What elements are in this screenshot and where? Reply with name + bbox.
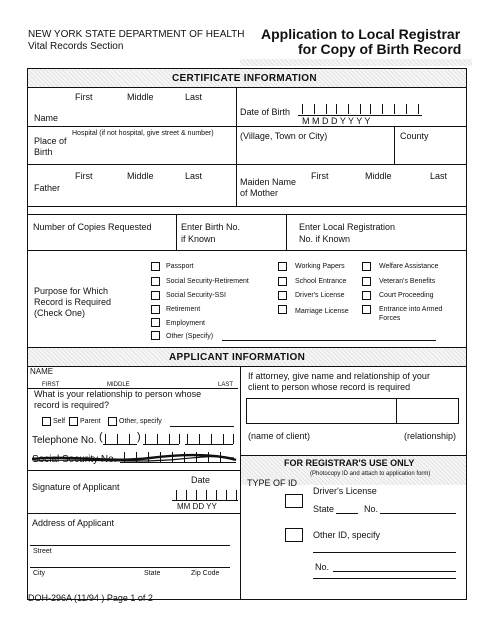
father-middle-label: Middle bbox=[127, 171, 154, 181]
other-relationship-label: Other, specify bbox=[119, 418, 162, 425]
school-entrance-label: School Entrance bbox=[295, 278, 347, 285]
purpose-label-3: (Check One) bbox=[34, 308, 86, 318]
header-band bbox=[240, 59, 472, 66]
parent-checkbox[interactable] bbox=[69, 417, 78, 426]
maiden-name-label: Maiden Name bbox=[240, 177, 297, 187]
local-reg-label: Enter Local Registration bbox=[299, 222, 396, 232]
telephone-field[interactable] bbox=[99, 432, 237, 446]
registrar-state-field[interactable] bbox=[336, 503, 358, 513]
client-name-label: (name of client) bbox=[248, 431, 311, 441]
mother-middle-label: Middle bbox=[365, 171, 392, 181]
other-id-label: Other ID, specify bbox=[313, 530, 381, 540]
marriage-license-checkbox[interactable] bbox=[278, 305, 287, 314]
registrar-note: (Photocopy ID and attach to application form) bbox=[310, 471, 431, 477]
other-relationship-field[interactable] bbox=[170, 416, 234, 426]
school-entrance-checkbox[interactable] bbox=[278, 277, 287, 286]
relationship-question-2: record is required? bbox=[34, 400, 110, 410]
child-name-field[interactable] bbox=[70, 102, 234, 124]
drivers-license-label: Driver's License bbox=[295, 292, 345, 299]
form-title-line2: for Copy of Birth Record bbox=[298, 41, 462, 57]
veterans-label: Veteran's Benefits bbox=[379, 278, 436, 285]
self-checkbox[interactable] bbox=[42, 417, 51, 426]
street-field[interactable] bbox=[30, 530, 230, 544]
father-name-field[interactable] bbox=[70, 182, 234, 204]
signature-field[interactable] bbox=[30, 494, 168, 514]
self-label: Self bbox=[53, 418, 66, 425]
ssn-label-struck: Social Security No. bbox=[32, 454, 117, 465]
name-last-label: Last bbox=[185, 92, 203, 102]
retirement-label: Retirement bbox=[166, 306, 201, 313]
attorney-label-2: client to person whose record is required bbox=[248, 382, 411, 392]
hospital-label: Hospital (if not hospital, give street & number) bbox=[72, 130, 214, 137]
county-field[interactable] bbox=[396, 142, 464, 162]
zip-label: Zip Code bbox=[191, 570, 220, 577]
birth-no-field[interactable] bbox=[224, 232, 284, 248]
drivers-license-id-label: Driver's License bbox=[313, 486, 377, 496]
employment-checkbox[interactable] bbox=[151, 318, 160, 327]
client-relationship-field[interactable] bbox=[396, 398, 459, 424]
other-purpose-checkbox[interactable] bbox=[151, 331, 160, 340]
court-label: Court Proceeding bbox=[379, 292, 434, 299]
welfare-label: Welfare Assistance bbox=[379, 263, 439, 270]
purpose-label-2: Record is Required bbox=[34, 297, 112, 307]
purpose-label: Purpose for Which bbox=[34, 286, 109, 296]
section-name: Vital Records Section bbox=[28, 41, 124, 52]
registrar-title: FOR REGISTRAR'S USE ONLY bbox=[284, 458, 415, 468]
close-paren-icon: ) bbox=[137, 431, 141, 443]
applicant-first-label: FIRST bbox=[42, 382, 60, 388]
certificate-section-title: CERTIFICATE INFORMATION bbox=[172, 73, 317, 84]
ssn-strikethrough bbox=[30, 452, 240, 466]
armed-forces-label: Entrance into Armed bbox=[379, 306, 443, 313]
parent-label: Parent bbox=[80, 418, 101, 425]
state-label: State bbox=[144, 570, 161, 577]
address-label: Address of Applicant bbox=[32, 518, 115, 528]
court-checkbox[interactable] bbox=[362, 291, 371, 300]
copies-field[interactable] bbox=[30, 234, 174, 248]
passport-label: Passport bbox=[166, 263, 194, 270]
registrar-state-label: State bbox=[313, 504, 335, 514]
city-label: City bbox=[33, 570, 46, 577]
client-relationship-label: (relationship) bbox=[404, 431, 457, 441]
mother-first-label: First bbox=[311, 171, 329, 181]
mother-maiden-name-field[interactable] bbox=[304, 182, 464, 204]
father-last-label: Last bbox=[185, 171, 203, 181]
registrar-no-field[interactable] bbox=[380, 503, 456, 513]
place-of-birth-label: Place of bbox=[34, 136, 67, 146]
village-field[interactable] bbox=[238, 142, 392, 162]
other-purpose-label: Other (Specify) bbox=[166, 333, 214, 340]
dob-label: Date of Birth bbox=[240, 107, 291, 117]
dob-field[interactable] bbox=[298, 104, 422, 116]
form-title-line1: Application to Local Registrar bbox=[261, 26, 461, 42]
date-label: Date bbox=[191, 475, 211, 485]
name-label: Name bbox=[34, 113, 59, 123]
relationship-question: What is your relationship to person whose bbox=[34, 389, 202, 399]
ss-ssi-checkbox[interactable] bbox=[151, 291, 160, 300]
armed-forces-checkbox[interactable] bbox=[362, 305, 371, 314]
dob-format: M M D D Y Y Y Y bbox=[302, 116, 371, 126]
attorney-label: If attorney, give name and relationship of your bbox=[248, 371, 430, 381]
date-field[interactable] bbox=[172, 488, 238, 502]
drivers-license-checkbox[interactable] bbox=[278, 291, 287, 300]
form-number: DOH-296A (11/94 ) Page 1 of 2 bbox=[28, 593, 153, 603]
other-id-no-label: No. bbox=[315, 562, 330, 572]
local-reg-label-2: No. if Known bbox=[299, 234, 351, 244]
ss-retirement-label: Social Security-Retirement bbox=[166, 278, 249, 285]
local-reg-field[interactable] bbox=[360, 232, 464, 248]
drivers-license-id-checkbox[interactable] bbox=[285, 494, 303, 508]
other-id-checkbox[interactable] bbox=[285, 528, 303, 542]
date-format: MM DD YY bbox=[177, 502, 217, 511]
retirement-checkbox[interactable] bbox=[151, 305, 160, 314]
maiden-name-label-2: of Mother bbox=[240, 188, 279, 198]
place-of-birth-label-2: Birth bbox=[34, 147, 53, 157]
telephone-label: Telephone No. bbox=[32, 435, 97, 446]
name-first-label: First bbox=[75, 92, 93, 102]
marriage-license-label: Marriage License bbox=[295, 308, 349, 315]
father-label: Father bbox=[34, 183, 61, 193]
village-label: (Village, Town or City) bbox=[240, 131, 328, 141]
client-name-field[interactable] bbox=[246, 398, 397, 424]
passport-checkbox[interactable] bbox=[151, 262, 160, 271]
mother-last-label: Last bbox=[430, 171, 448, 181]
birth-no-label: Enter Birth No. bbox=[181, 222, 241, 232]
other-purpose-field[interactable] bbox=[222, 330, 436, 340]
armed-forces-label-2: Forces bbox=[379, 315, 401, 322]
signature-label: Signature of Applicant bbox=[32, 482, 120, 492]
other-relationship-checkbox[interactable] bbox=[108, 417, 117, 426]
county-label: County bbox=[400, 131, 429, 141]
open-paren-icon: ( bbox=[99, 431, 103, 443]
applicant-name-label: NAME bbox=[30, 367, 54, 376]
working-papers-checkbox[interactable] bbox=[278, 262, 287, 271]
ss-retirement-checkbox[interactable] bbox=[151, 277, 160, 286]
applicant-name-field[interactable] bbox=[30, 375, 234, 383]
department-name: NEW YORK STATE DEPARTMENT OF HEALTH bbox=[28, 29, 245, 40]
applicant-section-title: APPLICANT INFORMATION bbox=[169, 352, 306, 363]
father-first-label: First bbox=[75, 171, 93, 181]
copies-label: Number of Copies Requested bbox=[33, 222, 152, 232]
type-of-id-label: TYPE OF ID bbox=[247, 478, 298, 488]
welfare-checkbox[interactable] bbox=[362, 262, 371, 271]
applicant-last-label: LAST bbox=[218, 382, 234, 388]
employment-label: Employment bbox=[166, 320, 205, 327]
hospital-field[interactable] bbox=[72, 140, 234, 162]
other-id-no-field[interactable] bbox=[333, 561, 456, 571]
registrar-no-label: No. bbox=[364, 504, 379, 514]
name-middle-label: Middle bbox=[127, 92, 154, 102]
street-label: Street bbox=[33, 548, 52, 555]
applicant-middle-label: MIDDLE bbox=[107, 382, 130, 388]
other-id-field[interactable] bbox=[313, 542, 456, 552]
working-papers-label: Working Papers bbox=[295, 263, 345, 270]
ss-ssi-label: Social Security-SSI bbox=[166, 292, 226, 299]
veterans-checkbox[interactable] bbox=[362, 277, 371, 286]
birth-no-label-2: if Known bbox=[181, 234, 216, 244]
